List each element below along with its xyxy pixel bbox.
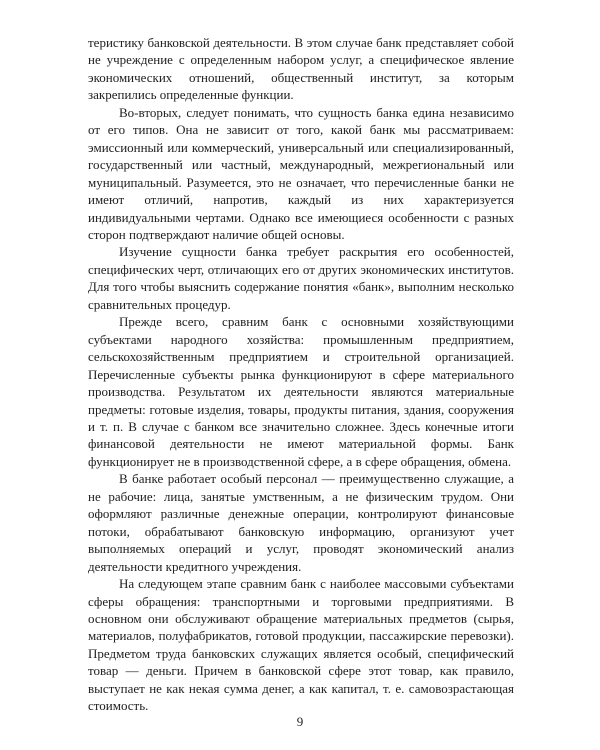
paragraph-4: Прежде всего, сравним банк с основными хозяйствующими субъектами народного хозяйства: промышленным предприятием, сельскохозяйственным предприятием и строительной организацией. Перечисленные субъекты рынка функционируют в сфере материального производства. Результатом их деятельности являются материальные предметы: готовые изделия, товары, продукты питания, здания, сооружения и т. п. В случае с банком все значительно сложнее. Здесь конечные итоги финансовой деятельности не имеют материальной формы. Банк функционирует не в производственной сфере, а в сфере обращения, обмена. (88, 314, 514, 469)
paragraph-5: В банке работает особый персонал — преимущественно служащие, а не рабочие: лица, занятые умственным, а не физическим трудом. Они оформляют различные денежные операции, контролируют финансовые потоки, обрабатывают банковскую информацию, организуют учет выполняемых операций и услуг, проводят экономический анализ деятельности кредитного учреждения. (88, 471, 514, 574)
paragraph-2: Во-вторых, следует понимать, что сущность банка едина независимо от его типов. Она не зависит от того, какой банк мы рассматриваем: эмиссионный или коммерческий, универсальный или специализированный, государственный или частный, международный, межрегиональный или муниципальный. Разумеется, это не означает, что перечисленные банки не имеют отличий, напротив, каждый из них характеризуется индивидуальными чертами. Однако все имеющиеся особенности с разных сторон подтверждают наличие общей основы. (88, 104, 514, 242)
paragraph-1: теристику банковской деятельности. В этом случае банк представляет собой не учреждение с определенным набором услуг, а специфическое явление экономических отношений, общественный институт, за которым закрепились определенные функции. (88, 35, 514, 103)
body-text (88, 34, 514, 715)
page-number: 9 (296, 714, 304, 729)
paragraph-3: Изучение сущности банка требует раскрытия его особенностей, специфических черт, отличающих его от других экономических институтов. Для того чтобы выяснить содержание понятия «банк», выполним несколько сравнительных процедур. (88, 244, 514, 312)
paragraph-6: На следующем этапе сравним банк с наиболее массовыми субъектами сферы обращения: транспортными и торговыми предприятиями. В основном они обслуживают обращение материальных предметов (сырья, материалов, полуфабрикатов, готовой продукции, пассажирские перевозки). Предметом труда банковских служащих является особый, специфический товар — деньги. Причем в банковской сфере этот товар, как правило, выступает не как некая сумма денег, а как капитал, т. е. самовозрастающая стоимость. (88, 576, 514, 714)
